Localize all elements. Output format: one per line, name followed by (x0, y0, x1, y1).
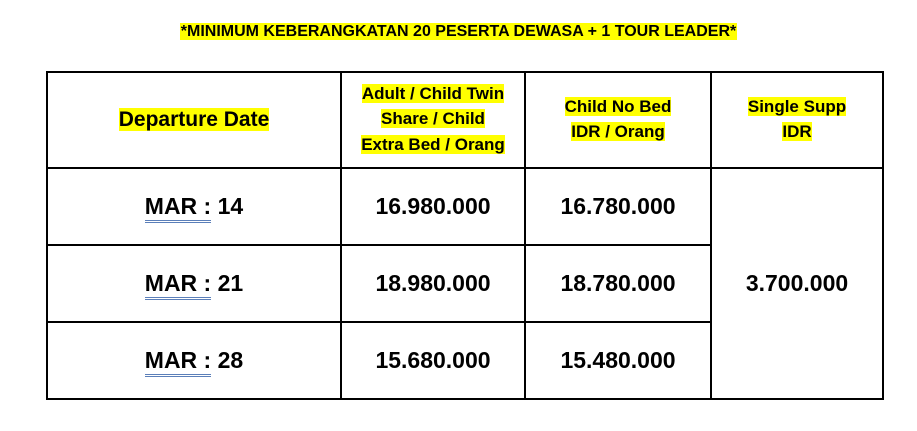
month-label: MAR : (145, 270, 211, 300)
adult-price-cell: 15.680.000 (341, 322, 525, 399)
table-header-row (47, 72, 883, 168)
day-label: 21 (211, 270, 244, 296)
departure-date-cell (47, 245, 341, 322)
child-no-bed-price-cell: 18.780.000 (525, 245, 711, 322)
header-adult-price (341, 72, 525, 168)
single-supp-price-cell: 3.700.000 (711, 168, 883, 399)
header-adult-line-2: Share / Child (381, 109, 485, 129)
header-child-no-bed (525, 72, 711, 168)
header-single-supp-line-2: IDR (782, 122, 812, 141)
header-single-supp (711, 72, 883, 168)
minimum-departure-notice (0, 22, 917, 42)
departure-date-cell (47, 168, 341, 245)
header-departure-date (47, 72, 341, 168)
notice-text: *MINIMUM KEBERANGKATAN 20 PESERTA DEWASA + 1 TOUR LEADER* (180, 23, 737, 40)
header-single-supp-line-1: Single Supp (747, 96, 847, 116)
child-no-bed-price-cell: 15.480.000 (525, 322, 711, 399)
adult-price-cell: 18.980.000 (341, 245, 525, 322)
header-child-no-bed-line-2: IDR / Orang (571, 122, 665, 141)
adult-price-cell: 16.980.000 (341, 168, 525, 245)
price-table (46, 71, 884, 400)
day-label: 28 (211, 347, 244, 373)
header-departure-date-label: Departure Date (118, 108, 270, 131)
header-adult-line-3: Extra Bed / Orang (361, 134, 505, 154)
table-row (47, 168, 883, 245)
header-child-no-bed-line-1: Child No Bed (564, 96, 672, 116)
month-label: MAR : (145, 347, 211, 377)
header-adult-line-1: Adult / Child Twin (361, 83, 505, 103)
day-label: 14 (211, 193, 244, 219)
departure-date-cell (47, 322, 341, 399)
child-no-bed-price-cell: 16.780.000 (525, 168, 711, 245)
month-label: MAR : (145, 193, 211, 223)
